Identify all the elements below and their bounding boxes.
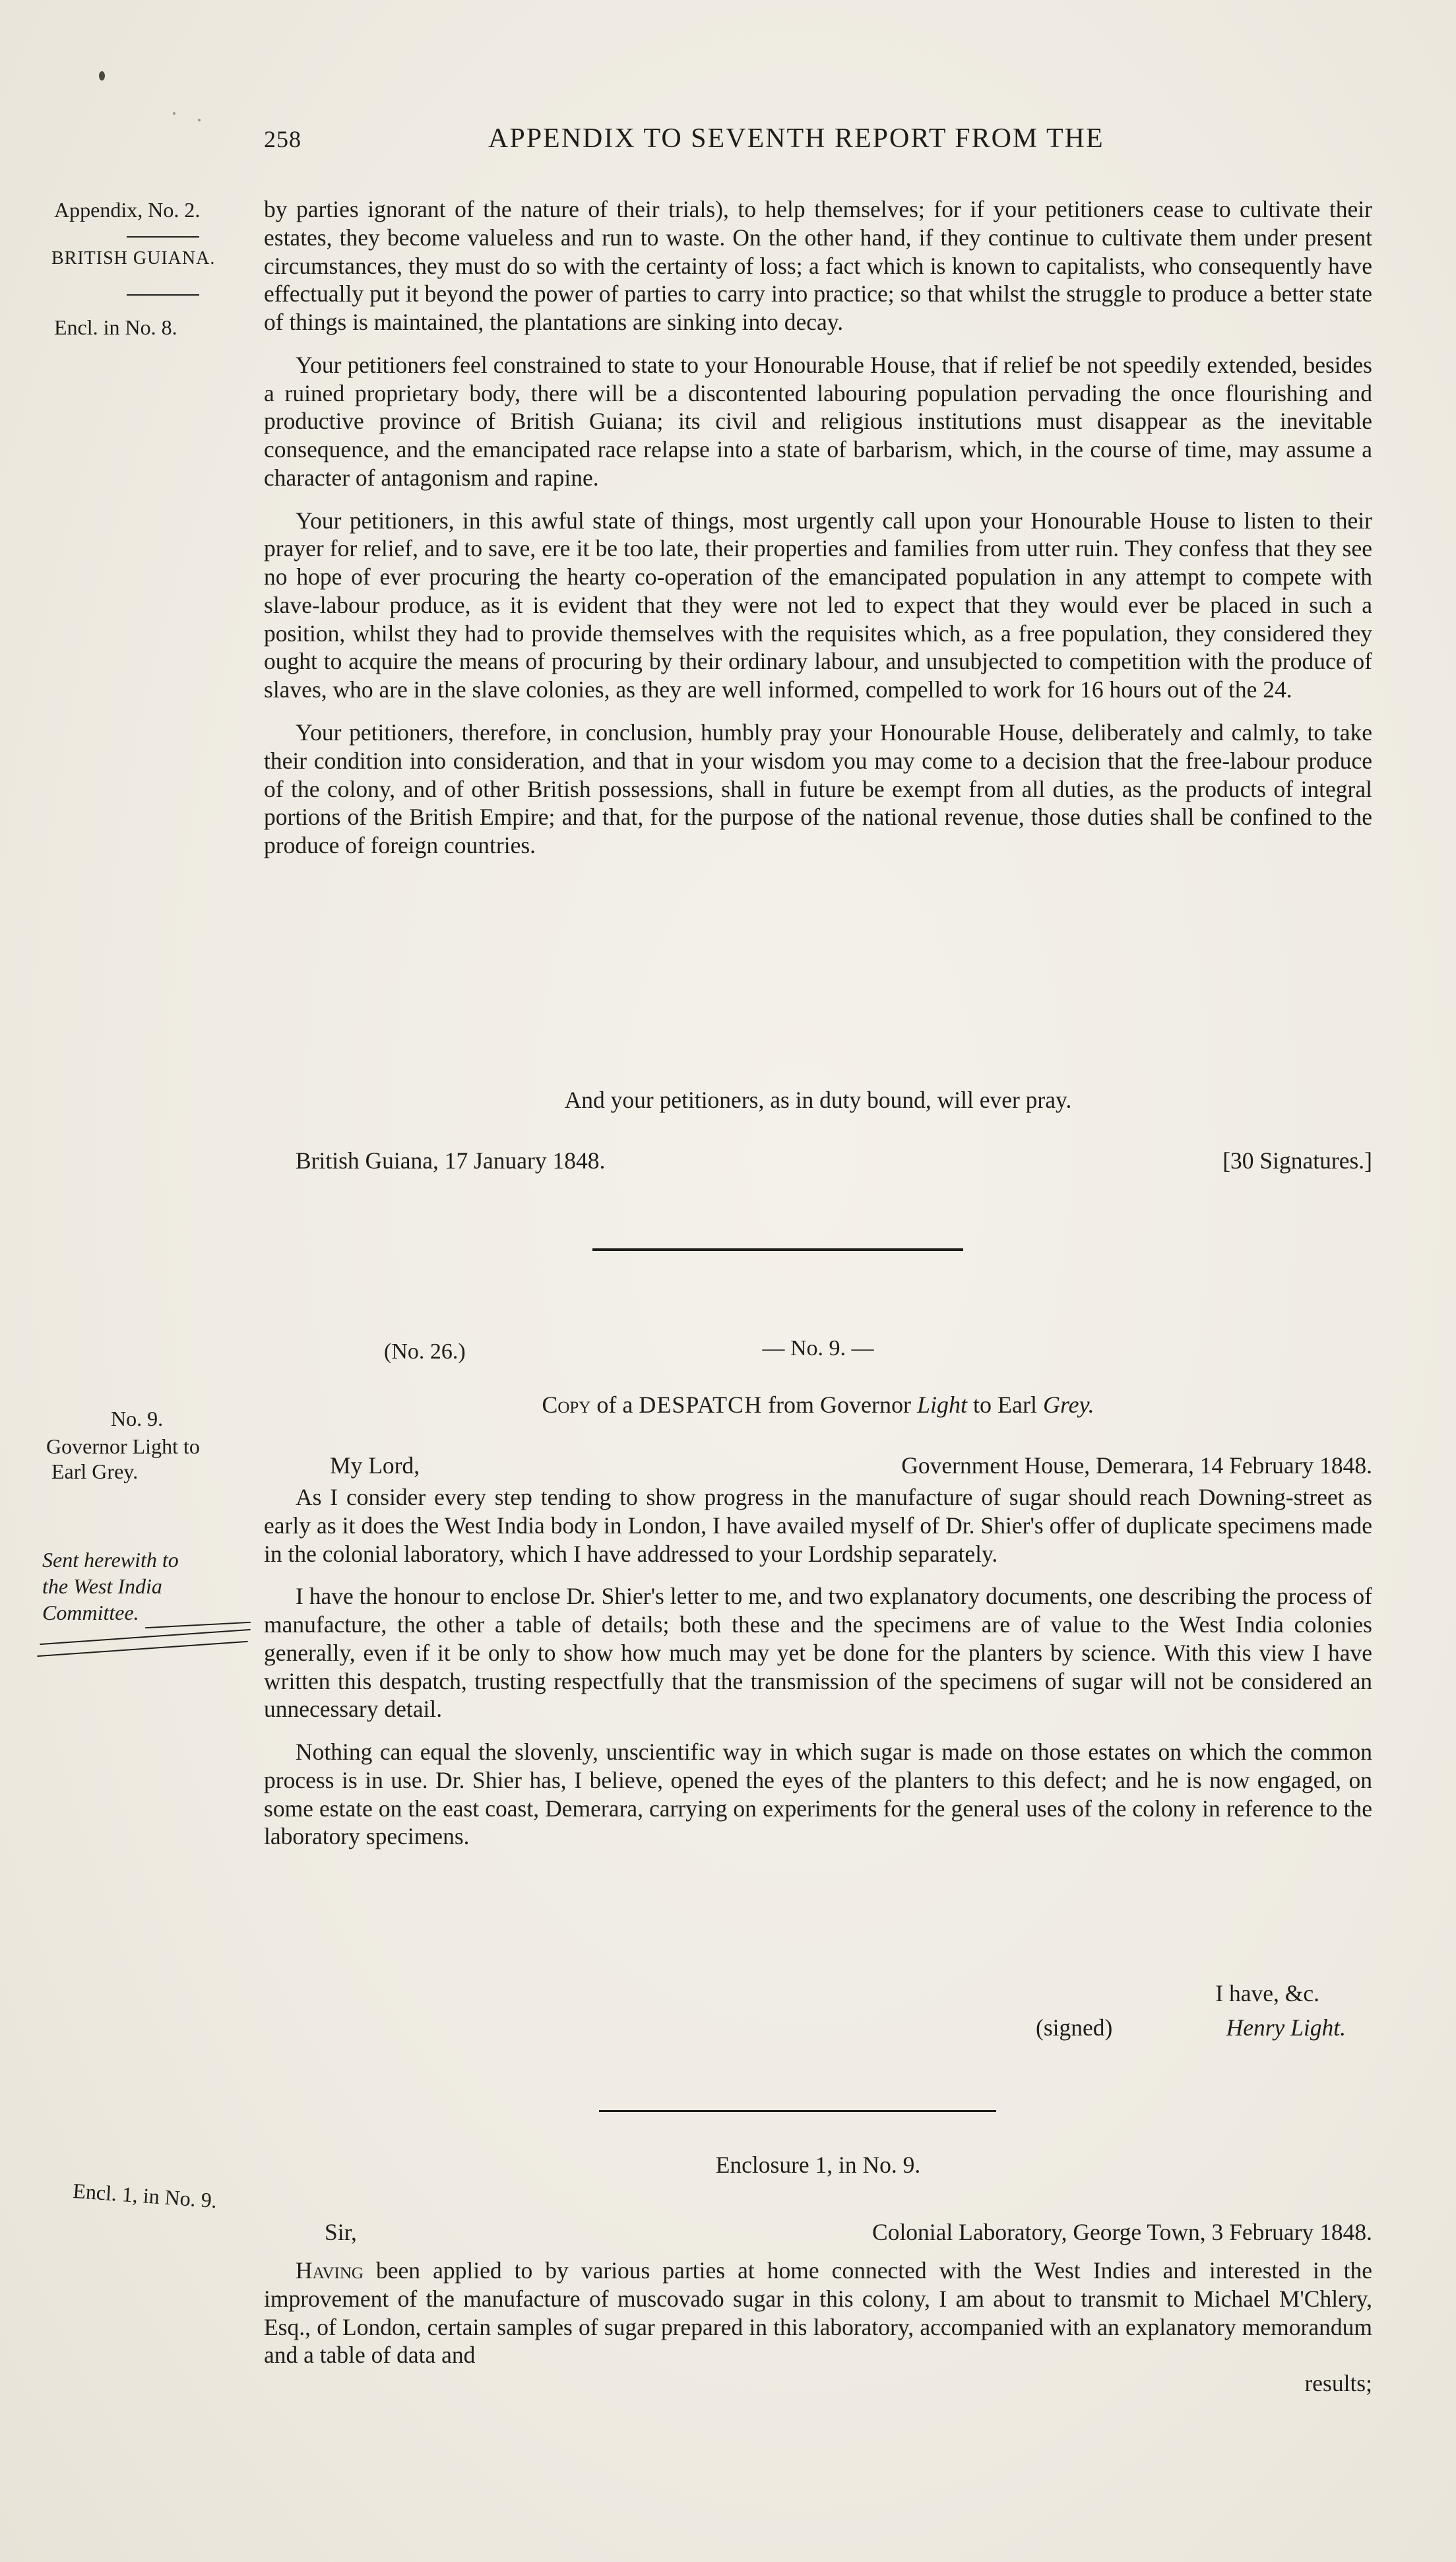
ink-speck [198, 119, 201, 121]
margin-colony: BRITISH GUIANA. [51, 248, 216, 269]
despatch-salutation: My Lord, [330, 1452, 420, 1479]
petition-paragraph-3: Your petitioners, in this awful state of things, most urgently call upon your Honourable House to listen to their prayer for relief, and to save, ere it be too late, their properties and families from utter ruin. They confess that they see no hope of ever procuring the hearty co-operation of the emancipated population in any attempt to compete with slave-labour produce, as it is evident that they were not led to expect that they would ever be placed in such a position, whilst they had to provide themselves with the requisites which, as a free population, they considered they ought to acquire the means of procuring by their ordinary labour, and unsubjected to competition with the produce of slaves, who are in the slave colonies, as they are well informed, compelled to work for 16 hours out of the 24. [264, 507, 1372, 703]
margin-encl1-no9: Encl. 1, in No. 9. [72, 2178, 218, 2213]
page-number: 258 [264, 126, 301, 152]
enclosure-paragraph-1 [264, 2257, 1372, 2369]
enclosure-address: Colonial Laboratory, George Town, 3 February 1848. [872, 2219, 1372, 2245]
section-rule [599, 2110, 996, 2112]
margin-divider [127, 236, 199, 238]
enclosure-catchword: results; [1304, 2370, 1372, 2397]
ink-speck [99, 71, 105, 80]
despatch-title-light: Light [917, 1392, 968, 1418]
margin-underline [37, 1641, 247, 1657]
despatch-title-grey: Grey. [1043, 1392, 1094, 1418]
petition-signatures: [30 Signatures.] [1222, 1147, 1372, 1174]
margin-no9: No. 9. [111, 1407, 164, 1430]
enclosure-heading: Enclosure 1, in No. 9. [715, 2152, 921, 2178]
petition-paragraph-4: Your petitioners, therefore, in conclusion, humbly pray your Honourable House, deliberately and calmly, to take their condition into consideration, and that in your wisdom you may come to a decision that the free-labour produce of the colony, and of other British possessions, shall in future be exempt from all duties, as the products of integral portions of the British Empire; and that, for the purpose of the national revenue, those duties shall be confined to the produce of foreign countries. [264, 719, 1372, 859]
despatch-signed: (signed) [1036, 2014, 1113, 2041]
petition-pray [264, 1086, 1372, 1114]
margin-governor-line1: Governor Light to [46, 1434, 200, 1458]
margin-sent-line3: Committee. [42, 1601, 139, 1624]
petition-paragraph-1: by parties ignorant of the nature of their trials), to help themselves; for if your petitioners cease to cultivate their estates, they become valueless and run to waste. On the other hand, if they continue to cultivate them under present circumstances, they must do so with the certainty of loss; a fact which is known to capitalists, who consequently have effectually put it beyond the power of parties to carry into practice; so that whilst the struggle to produce a better state of things is maintained, the plantations are sinking into decay. [264, 196, 1372, 336]
despatch-title-to: to Earl [967, 1392, 1043, 1418]
petition-text [264, 195, 1372, 860]
despatch-title-despatch: DESPATCH [639, 1392, 763, 1418]
despatch-title-copy: Copy [542, 1392, 591, 1418]
enclosure-salutation: Sir, [325, 2219, 357, 2245]
margin-appendix: Appendix, No. 2. [54, 198, 201, 222]
despatch-signature: Henry Light. [1226, 2014, 1346, 2041]
despatch-address: Government House, Demerara, 14 February 1848. [901, 1452, 1372, 1479]
enclosure-first-word: Having [296, 2257, 364, 2284]
ink-speck [173, 112, 175, 115]
despatch-closing-line: I have, &c. [1215, 1980, 1319, 2006]
running-title: APPENDIX TO SEVENTH REPORT FROM THE [488, 123, 1104, 154]
despatch-title [264, 1391, 1372, 1419]
petition-pray-line: And your petitioners, as in duty bound, will ever pray. [564, 1087, 1072, 1113]
despatch-paragraph-3: Nothing can equal the slovenly, unscientific way in which sugar is made on those estates on which the common process is in use. Dr. Shier has, I believe, opened the eyes of the planters to this defect; and he is now engaged, on some estate on the east coast, Demerara, carrying on experiments for the general uses of the colony in reference to the laboratory specimens. [264, 1739, 1372, 1850]
margin-sent-line1: Sent herewith to [42, 1548, 179, 1572]
despatch-paragraph-2: I have the honour to enclose Dr. Shier's letter to me, and two explanatory documents, one describing the process of manufacture, the other a table of details; both these and the specimens are of value to the West India colonies generally, even if it be only to show how much may yet be done for the planters by science. With this view I have written this despatch, trusting respectfully that the transmission of the specimens of sugar will not be considered an unnecessary detail. [264, 1583, 1372, 1723]
despatch-number: — No. 9. — [762, 1336, 874, 1361]
despatch-title-of: of a [590, 1392, 639, 1418]
petition-paragraph-2: Your petitioners feel constrained to state to your Honourable House, that if relief be not speedily extended, besides a ruined proprietary body, there will be a discontented labouring population pervading the once flourishing and productive province of British Guiana; its civil and religious institutions must disappear as the inevitable consequence, and the emancipated race relapse into a state of barbarism, which, in the course of time, may assume a character of antagonism and rapine. [264, 351, 1372, 491]
despatch-sub-number-visible: (No. 26.) [384, 1339, 466, 1364]
despatch-text [264, 1483, 1372, 1851]
margin-divider [127, 294, 199, 296]
despatch-title-from: from Governor [762, 1392, 917, 1418]
enclosure-paragraph-1-text: been applied to by various parties at home connected with the West Indies and interested in the improvement of the manufacture of muscovado sugar in this colony, I am about to transmit to Michael M'Chlery, Esq., of London, certain samples of sugar prepared in this laboratory, accompanied with an explanatory memorandum and a table of data and [264, 2257, 1372, 2369]
margin-encl-no8: Encl. in No. 8. [54, 315, 177, 339]
margin-underline [145, 1622, 251, 1628]
petition-place-date: British Guiana, 17 January 1848. [296, 1147, 606, 1174]
section-rule [592, 1248, 963, 1251]
enclosure-text [264, 2257, 1372, 2398]
despatch-paragraph-1: As I consider every step tending to show progress in the manufacture of sugar should reach Downing-street as early as it does the West India body in London, I have availed myself of Dr. Shier's offer of duplicate specimens made in the colonial laboratory, which I have addressed to your Lordship separately. [264, 1484, 1372, 1567]
margin-governor-line2: Earl Grey. [51, 1459, 139, 1483]
margin-sent-line2: the West India [42, 1574, 162, 1598]
page-header [264, 125, 1372, 165]
